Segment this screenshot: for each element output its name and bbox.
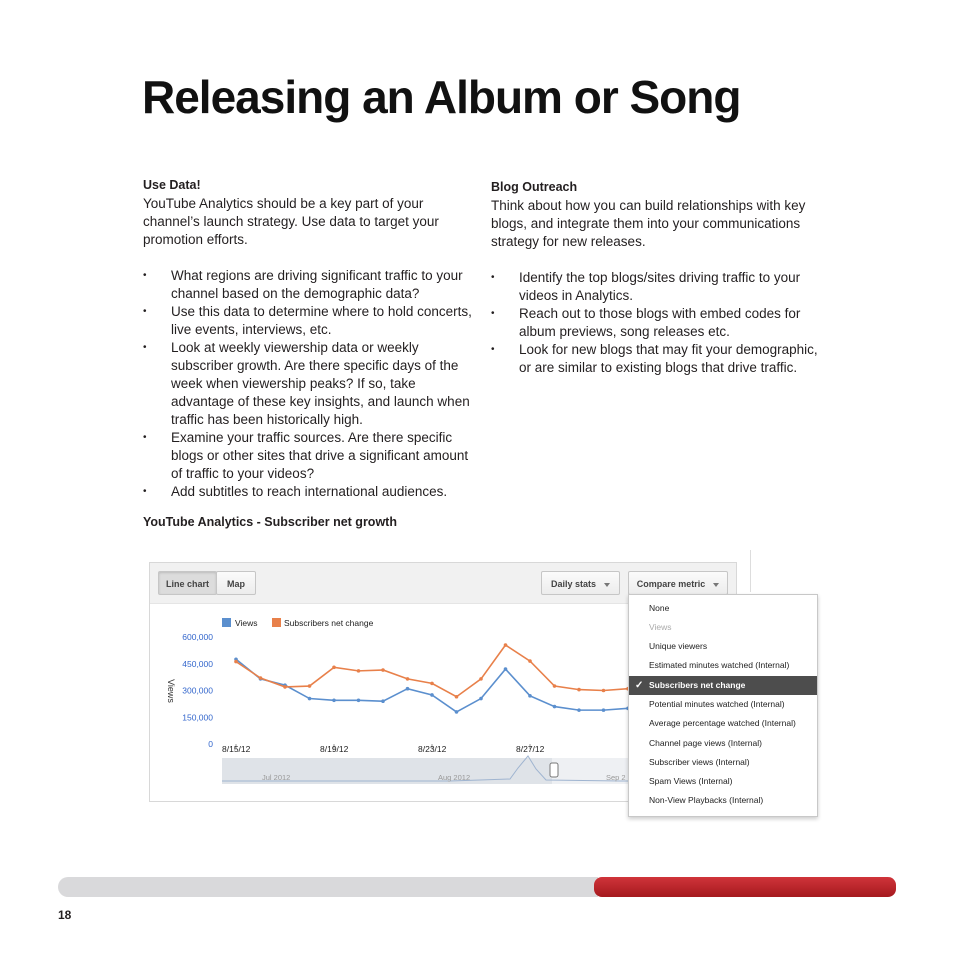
compare-metric-label: Compare metric bbox=[636, 579, 706, 589]
data-point bbox=[406, 687, 410, 691]
data-point bbox=[430, 693, 434, 697]
data-point bbox=[259, 676, 263, 680]
menu-item-subscribers-net-change[interactable] bbox=[629, 676, 817, 695]
data-point bbox=[553, 684, 557, 688]
page-title: Releasing an Album or Song bbox=[142, 71, 741, 123]
data-point bbox=[283, 685, 287, 689]
list-item: • Use this data to determine where to hold concerts, live events, interviews, etc. bbox=[143, 303, 473, 339]
data-point bbox=[332, 666, 336, 670]
menu-item-unique-viewers[interactable]: Unique viewers bbox=[649, 641, 708, 651]
data-point bbox=[602, 689, 606, 693]
footer-bar bbox=[58, 877, 598, 897]
data-point bbox=[602, 708, 606, 712]
legend-swatch-views bbox=[222, 618, 231, 627]
blog-outreach-heading: Blog Outreach bbox=[491, 180, 578, 194]
list-item: • What regions are driving significant traffic to your channel based on the demographic data? bbox=[143, 267, 473, 303]
legend bbox=[222, 618, 374, 628]
data-point bbox=[577, 688, 581, 692]
list-item: • Look for new blogs that may fit your demographic, or are similar to existing blogs that drive traffic. bbox=[491, 341, 821, 377]
legend-label-subscribers: Subscribers net change bbox=[284, 618, 374, 628]
data-point bbox=[479, 697, 483, 701]
x-tick-label: 8/27/12 bbox=[516, 744, 545, 754]
data-point bbox=[357, 669, 361, 673]
x-tick-label: 8/23/12 bbox=[418, 744, 447, 754]
timeline-scrubber[interactable] bbox=[222, 756, 692, 784]
menu-item-non-view-playbacks[interactable]: Non-View Playbacks (Internal) bbox=[649, 795, 764, 805]
divider bbox=[750, 550, 751, 592]
series-line-subscribers bbox=[236, 645, 628, 697]
x-tick-label: 8/15/12 bbox=[222, 744, 251, 754]
check-icon: ✓ bbox=[635, 680, 644, 691]
y-tick-label: 600,000 bbox=[182, 632, 213, 642]
y-tick-label: 0 bbox=[208, 739, 213, 749]
y-tick-label: 150,000 bbox=[182, 712, 213, 723]
menu-item-none[interactable]: None bbox=[649, 603, 670, 613]
y-axis-label: Views bbox=[166, 679, 176, 703]
data-point bbox=[455, 710, 459, 714]
menu-item-spam-views[interactable]: Spam Views (Internal) bbox=[649, 776, 733, 786]
menu-item-potential-minutes[interactable]: Potential minutes watched (Internal) bbox=[649, 699, 785, 709]
use-data-column bbox=[143, 176, 473, 501]
tab-map[interactable]: Map bbox=[216, 571, 256, 595]
data-point bbox=[381, 668, 385, 672]
data-point bbox=[528, 694, 532, 698]
data-point bbox=[381, 699, 385, 703]
y-tick-label: 450,000 bbox=[182, 658, 213, 669]
menu-item-average-percentage[interactable]: Average percentage watched (Internal) bbox=[649, 718, 796, 728]
timeline-handle[interactable] bbox=[550, 763, 558, 777]
data-point bbox=[528, 659, 532, 663]
tab-line-chart[interactable]: Line chart bbox=[158, 571, 217, 595]
data-point bbox=[234, 660, 238, 664]
compare-metric-menu bbox=[628, 594, 818, 817]
data-point bbox=[553, 705, 557, 709]
menu-item-estimated-minutes[interactable]: Estimated minutes watched (Internal) bbox=[649, 660, 790, 670]
list-item: • Look at weekly viewership data or weekly subscriber growth. Are there specific days of the week when viewership peaks? If so, take advantage of these key insights, and launch when traffic has been historically high. bbox=[143, 339, 473, 429]
data-point bbox=[308, 697, 312, 701]
menu-item-label: Subscribers net change bbox=[649, 680, 746, 690]
analytics-section-heading: YouTube Analytics - Subscriber net growth bbox=[143, 515, 397, 529]
menu-item-views: Views bbox=[649, 622, 672, 632]
y-tick-label: 300,000 bbox=[182, 685, 213, 696]
list-item: • Identify the top blogs/sites driving traffic to your videos in Analytics. bbox=[491, 269, 821, 305]
menu-item-subscriber-views[interactable]: Subscriber views (Internal) bbox=[649, 757, 750, 767]
data-point bbox=[406, 677, 410, 681]
data-point bbox=[357, 699, 361, 703]
x-tick-label: 8/19/12 bbox=[320, 744, 349, 754]
footer-accent-bar bbox=[594, 877, 896, 897]
menu-item-channel-page-views[interactable]: Channel page views (Internal) bbox=[649, 738, 762, 748]
data-point bbox=[430, 682, 434, 686]
legend-swatch-subscribers bbox=[272, 618, 281, 627]
blog-outreach-column bbox=[491, 178, 821, 377]
data-point bbox=[308, 684, 312, 688]
list-item: • Reach out to those blogs with embed codes for album previews, song releases etc. bbox=[491, 305, 821, 341]
timeline-label: Sep 2 bbox=[606, 773, 626, 782]
timeline-label: Jul 2012 bbox=[262, 773, 291, 782]
data-point bbox=[577, 708, 581, 712]
daily-stats-label: Daily stats bbox=[550, 579, 597, 589]
use-data-heading: Use Data! bbox=[143, 178, 201, 192]
list-item: • Examine your traffic sources. Are there specific blogs or other sites that drive a significant amount of traffic to your videos? bbox=[143, 429, 473, 483]
timeline-label: Aug 2012 bbox=[438, 773, 471, 782]
data-point bbox=[504, 643, 508, 647]
list-item: • Add subtitles to reach international audiences. bbox=[143, 483, 473, 501]
use-data-intro: YouTube Analytics should be a key part of your channel’s launch strategy. Use data to target your promotion efforts. bbox=[143, 196, 439, 247]
data-point bbox=[332, 699, 336, 703]
data-point bbox=[504, 667, 508, 671]
data-point bbox=[455, 695, 459, 699]
use-data-list bbox=[143, 267, 473, 501]
blog-outreach-list bbox=[491, 269, 821, 377]
page-number: 18 bbox=[58, 908, 72, 922]
legend-label-views: Views bbox=[235, 618, 258, 628]
blog-outreach-intro: Think about how you can build relationships with key blogs, and integrate them into your communications strategy for new releases. bbox=[491, 198, 806, 249]
data-point bbox=[479, 677, 483, 681]
series-line-views bbox=[236, 659, 628, 712]
